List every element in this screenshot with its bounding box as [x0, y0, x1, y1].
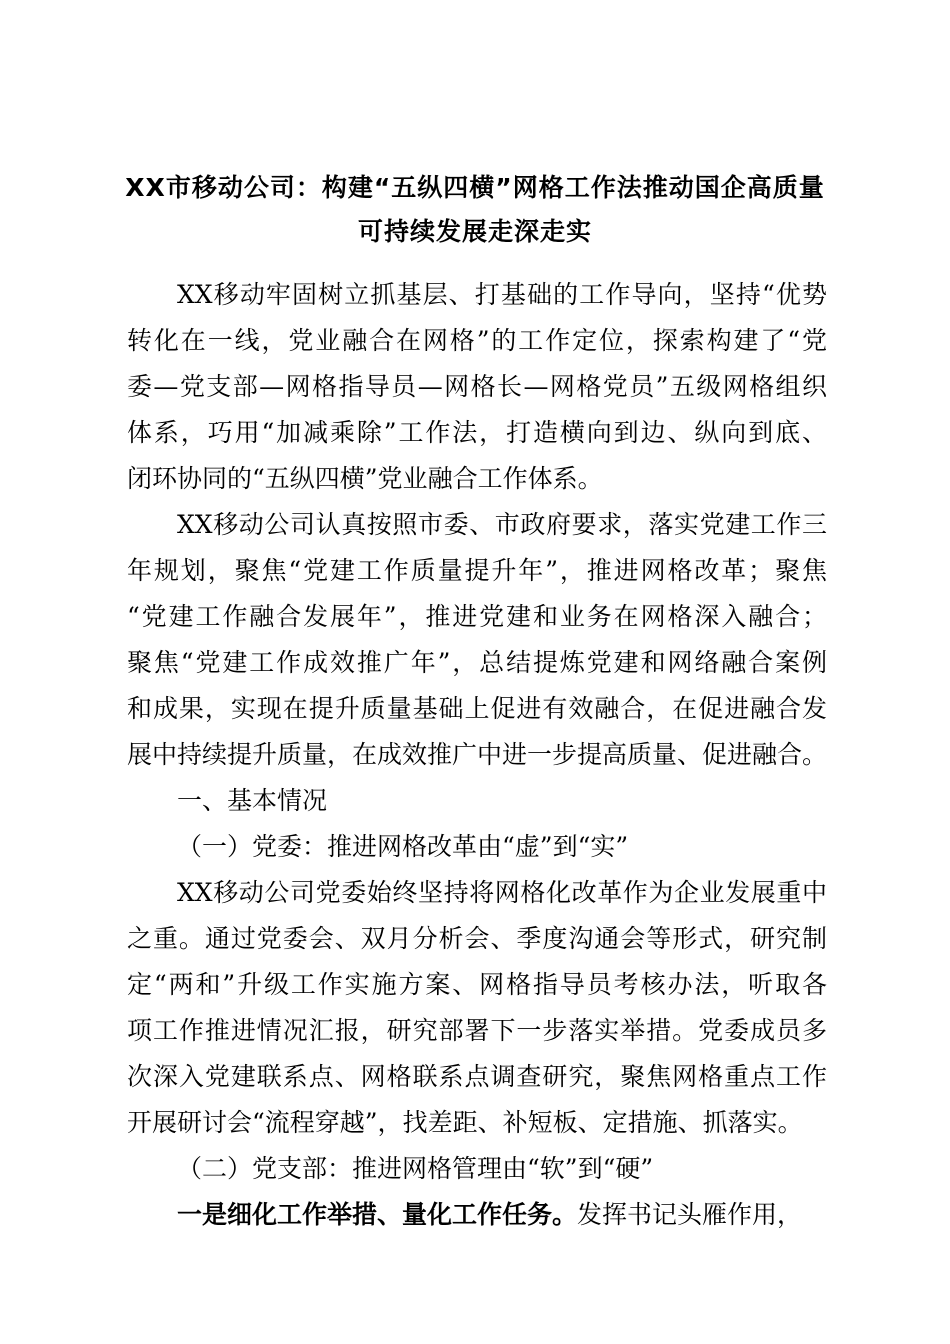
paragraph-line: “党建工作融合发展年”，推进党建和业务在网格深入融合；	[127, 602, 827, 631]
document-body	[127, 272, 827, 1238]
paragraph-party-committee	[127, 870, 827, 1146]
paragraph-plan	[127, 502, 827, 778]
subsection-heading-party-committee: （一）党委：推进网格改革由“虚”到“实”	[177, 832, 629, 861]
paragraph-intro	[127, 272, 827, 502]
paragraph-line: 之重。通过党委会、双月分析会、季度沟通会等形式，研究制	[127, 924, 827, 953]
paragraph-line: XX移动公司认真按照市委、市政府要求，落实党建工作三	[177, 510, 827, 539]
paragraph-line: 定“两和”升级工作实施方案、网格指导员考核办法，听取各	[127, 970, 827, 999]
paragraph-line: 次深入党建联系点、网格联系点调查研究，聚焦网格重点工作	[127, 1062, 827, 1091]
paragraph-line: XX移动公司党委始终坚持将网格化改革作为企业发展重中	[177, 878, 827, 907]
paragraph-line: 体系，巧用“加减乘除”工作法，打造横向到边、纵向到底、	[127, 418, 827, 447]
paragraph-line: 转化在一线，党业融合在网格”的工作定位，探索构建了“党	[127, 326, 827, 355]
section-heading-basic: 一、基本情况	[177, 786, 328, 815]
paragraph-line: 项工作推进情况汇报，研究部署下一步落实举措。党委成员多	[127, 1016, 827, 1045]
paragraph-line: 聚焦“党建工作成效推广年”，总结提炼党建和网络融合案例	[127, 648, 827, 677]
document-title-line-2: 可持续发展走深走实	[357, 217, 592, 246]
paragraph-line: 委—党支部—网格指导员—网格长—网格党员”五级网格组织	[127, 372, 827, 401]
paragraph-line: 和成果，实现在提升质量基础上促进有效融合，在促进融合发	[127, 694, 827, 723]
paragraph-text: 发挥书记头雁作用，	[577, 1200, 803, 1229]
paragraph-line: 开展研讨会“流程穿越”，找差距、补短板、定措施、抓落实。	[127, 1108, 803, 1137]
paragraph-line: 展中持续提升质量，在成效推广中进一步提高质量、促进融合。	[127, 740, 828, 769]
subsection-heading-party-branch: （二）党支部：推进网格管理由“软”到“硬”	[177, 1154, 654, 1183]
paragraph-line: XX移动牢固树立抓基层、打基础的工作导向，坚持“优势	[177, 280, 827, 309]
paragraph-branch-first-line	[127, 1192, 827, 1238]
document-title-line-1: XX市移动公司：构建“五纵四横”网格工作法推动国企高质量	[125, 173, 825, 202]
paragraph-line: 闭环协同的“五纵四横”党业融合工作体系。	[127, 464, 603, 493]
bold-lead-text: 一是细化工作举措、量化工作任务。	[177, 1200, 578, 1229]
paragraph-line: 年规划，聚焦“党建工作质量提升年”，推进网格改革；聚焦	[127, 556, 827, 585]
